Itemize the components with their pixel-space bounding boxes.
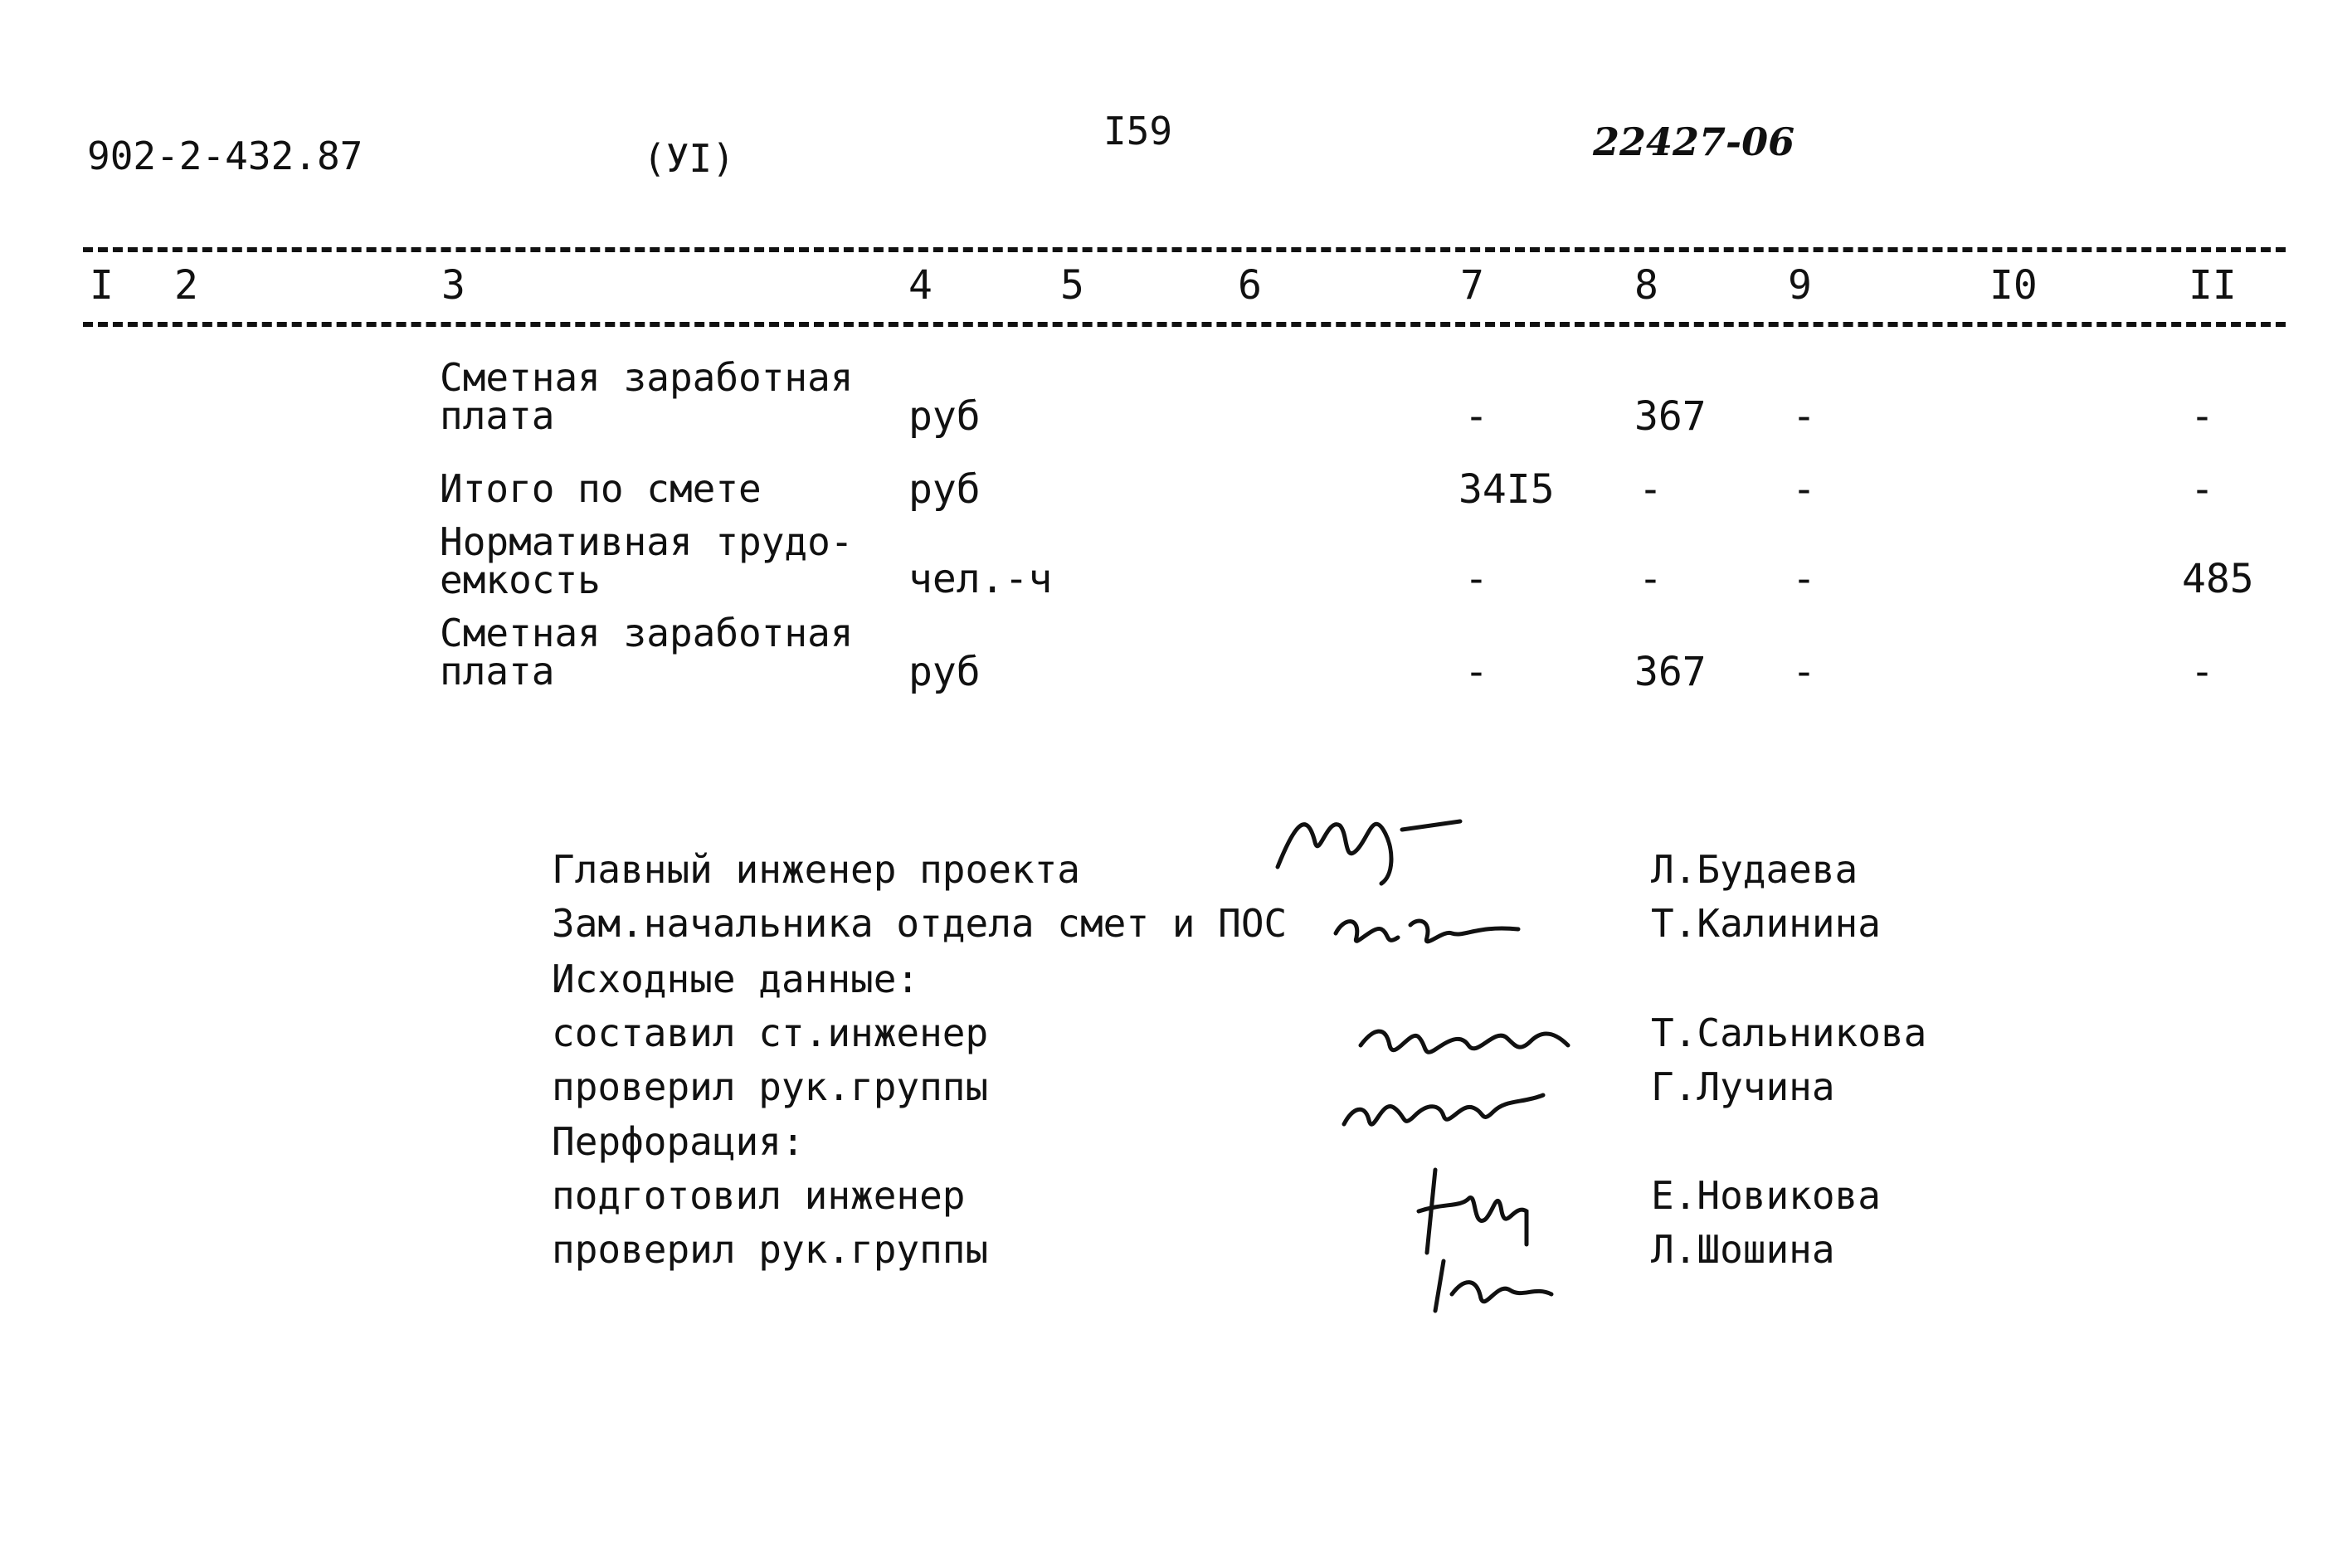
column-number-1: I	[90, 262, 114, 309]
table-row-label	[440, 519, 854, 602]
table-row-label	[440, 355, 854, 438]
row-label-line: емкость	[440, 558, 601, 602]
signature-role: Главный инженер проекта	[552, 847, 1080, 892]
page-number: I59	[1103, 109, 1173, 153]
column-number-5: 5	[1060, 262, 1084, 309]
handwritten-signature	[1352, 996, 1585, 1070]
column-number-11: II	[2189, 262, 2237, 309]
signatory-name: Г.Лучина	[1651, 1064, 1835, 1109]
row-label-line: Сметная заработная	[440, 611, 854, 655]
signatory-name: Т.Сальникова	[1651, 1010, 1927, 1055]
row-col11: 485	[2182, 556, 2254, 602]
handwritten-signature	[1410, 1153, 1576, 1319]
signature-role: составил ст.инженер	[552, 1010, 989, 1055]
table-row-label	[440, 466, 762, 511]
row-label-line: плата	[440, 649, 555, 694]
row-label-line: Сметная заработная	[440, 355, 854, 400]
column-number-10: I0	[1989, 262, 2038, 309]
row-col8: 367	[1634, 649, 1707, 695]
signatory-name: Т.Калинина	[1651, 901, 1881, 946]
row-col7: -	[1464, 649, 1488, 695]
row-unit: руб	[908, 466, 981, 513]
row-label-line: Итого по смете	[440, 466, 762, 511]
column-number-7: 7	[1460, 262, 1484, 309]
row-label-line: Нормативная трудо-	[440, 519, 854, 564]
signatory-name: Л.Шошина	[1651, 1227, 1835, 1272]
handwritten-signature	[1269, 792, 1485, 892]
row-col9: -	[1792, 649, 1816, 695]
column-number-6: 6	[1238, 262, 1262, 309]
row-unit: руб	[908, 393, 981, 440]
signature-role: Зам.начальника отдела смет и ПОС	[552, 901, 1288, 946]
signatory-name: Е.Новикова	[1651, 1173, 1881, 1218]
handwritten-signature	[1336, 1062, 1560, 1145]
column-number-3: 3	[441, 262, 465, 309]
document-code: 902-2-432.87	[87, 134, 363, 178]
table-top-rule	[83, 247, 2286, 252]
row-col8: -	[1639, 466, 1663, 513]
row-col11: -	[2190, 466, 2214, 513]
row-unit: чел.-ч	[908, 556, 1053, 602]
row-col9: -	[1792, 393, 1816, 440]
row-col7: 34I5	[1458, 466, 1555, 513]
signature-role: проверил рук.группы	[552, 1227, 989, 1272]
column-number-8: 8	[1634, 262, 1658, 309]
column-number-4: 4	[908, 262, 933, 309]
signature-role: Исходные данные:	[552, 957, 920, 1001]
column-number-2: 2	[174, 262, 198, 309]
row-col7: -	[1464, 556, 1488, 602]
handwritten-signature	[1327, 892, 1535, 958]
row-unit: руб	[908, 649, 981, 695]
table-row-label	[440, 611, 854, 694]
row-label-line: плата	[440, 393, 555, 438]
row-col8: 367	[1634, 393, 1707, 440]
inventory-number: 22427-06	[1593, 119, 1795, 164]
row-col9: -	[1792, 556, 1816, 602]
column-number-9: 9	[1788, 262, 1812, 309]
signature-role: Перфорация:	[552, 1119, 805, 1164]
row-col11: -	[2190, 649, 2214, 695]
signature-role: подготовил инженер	[552, 1173, 966, 1218]
section-label: (УI)	[643, 136, 735, 181]
row-col11: -	[2190, 393, 2214, 440]
row-col7: -	[1464, 393, 1488, 440]
signatory-name: Л.Будаева	[1651, 847, 1858, 892]
signature-role: проверил рук.группы	[552, 1064, 989, 1109]
table-header-rule	[83, 322, 2286, 327]
row-col8: -	[1639, 556, 1663, 602]
row-col9: -	[1792, 466, 1816, 513]
